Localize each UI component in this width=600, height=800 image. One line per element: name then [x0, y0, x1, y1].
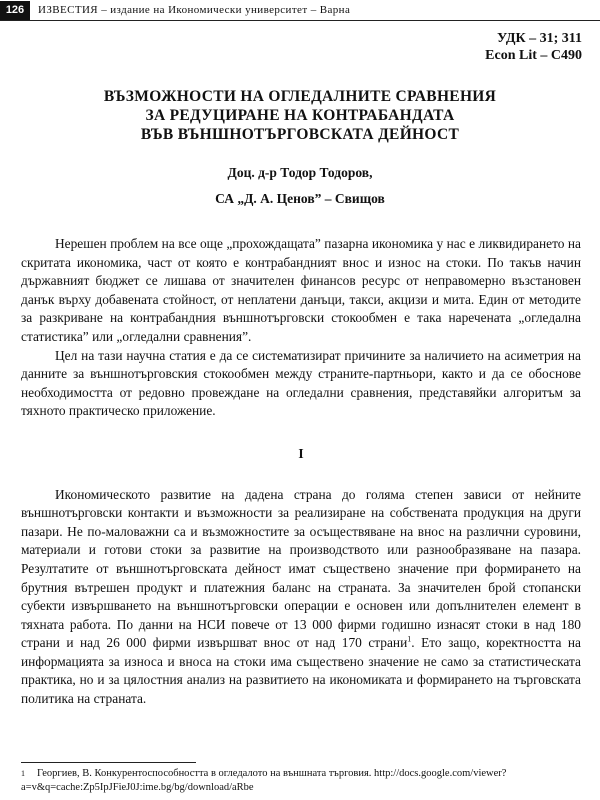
running-head-text: ИЗВЕСТИЯ – издание на Икономически университет – Варна [38, 4, 351, 16]
article-body [21, 235, 581, 709]
footnote-reference[interactable]: 1 [407, 634, 412, 644]
footnote-marker: 1 [21, 769, 25, 778]
author-affiliation: СА „Д. А. Ценов” – Свищов [215, 191, 385, 206]
author-name: Доц. д-р Тодор Тодоров, [227, 165, 373, 180]
paragraph: Нерешен проблем на все още „прохождащата” пазарна икономика у нас е ликвидирането на скритата икономика, част от която е контрабандният внос и износ на стоки. По такъв начин държавният бюджет се лишава от значителен финансов ресурс от неправомерно възстановен данък върху добавената стойност, от неплатени данъци, такси, акцизи и мита. Един от методите за разкриване на контрабандния външнотърговски стокообмен е така наречената „огледална статистика” или „огледални сравнения”. [21, 236, 581, 344]
footnote-rule [21, 762, 196, 763]
running-header [0, 0, 600, 22]
classification-codes [485, 30, 582, 64]
footnote-text: Георгиев, В. Конкурентоспособността в огледалото на външната търговия. http://docs.google.com/viewer?a=v&q=cache:Zp5IpJFieJ0J:ime.bg/bg/download/aRbe [21, 768, 507, 793]
header-rule [0, 20, 600, 21]
title-line: ВЪЗМОЖНОСТИ НА ОГЛЕДАЛНИТЕ СРАВНЕНИЯ [103, 88, 497, 105]
paragraph: Цел на тази научна статия е да се систематизират причините за наличието на асиметрия на данните за външнотърговския стокообмен между страните-партньори, както и да се обоснове необходимостта от редовно провеждане на огледални сравнения, представяйки алгоритъм за тяхното практическо приложение. [21, 347, 581, 419]
article-title [40, 87, 560, 144]
section-heading: I [298, 445, 304, 461]
author-block [40, 160, 560, 212]
footnote [21, 767, 591, 795]
econlit-code: Econ Lit – C490 [485, 48, 582, 63]
paragraph-text: . Ето защо, коректността на информацията за износа и вноса на стоки има съществено значение не само за статистическата практика, но и за цялостния анализ на развитието на икономиката и формирането на търговската политика на страната. [21, 635, 581, 707]
title-line: ВЪВ ВЪНШНОТЪРГОВСКАТА ДЕЙНОСТ [140, 126, 460, 143]
page-number: 126 [0, 1, 30, 20]
paragraph-text: Икономическото развитие на дадена страна до голяма степен зависи от нейните външнотърговски контакти и възможности за реализиране на собствената продукция на други пазари. Не по-маловажни са и възможностите за осъществяване на внос на различни суровини, материали и готови стоки за развитие на производството или разнообразяване на пазара. Резултатите от външнотърговската дейност имат съществено значение при формирането на брутния вътрешен продукт и платежния баланс на страната. За значителен брой стопански субекти извършването на външнотърговски операции е основен или допълнителен елемент в тяхната работа. По данни на НСИ повече от 13 000 фирми годишно изнасят стоки в над 180 страни и над 26 000 фирми извършват внос от над 170 страни [21, 486, 581, 651]
title-line: ЗА РЕДУЦИРАНЕ НА КОНТРАБАНДАТА [145, 107, 455, 124]
udc-code: УДК – 31; 311 [496, 31, 582, 46]
paragraph [21, 486, 581, 709]
